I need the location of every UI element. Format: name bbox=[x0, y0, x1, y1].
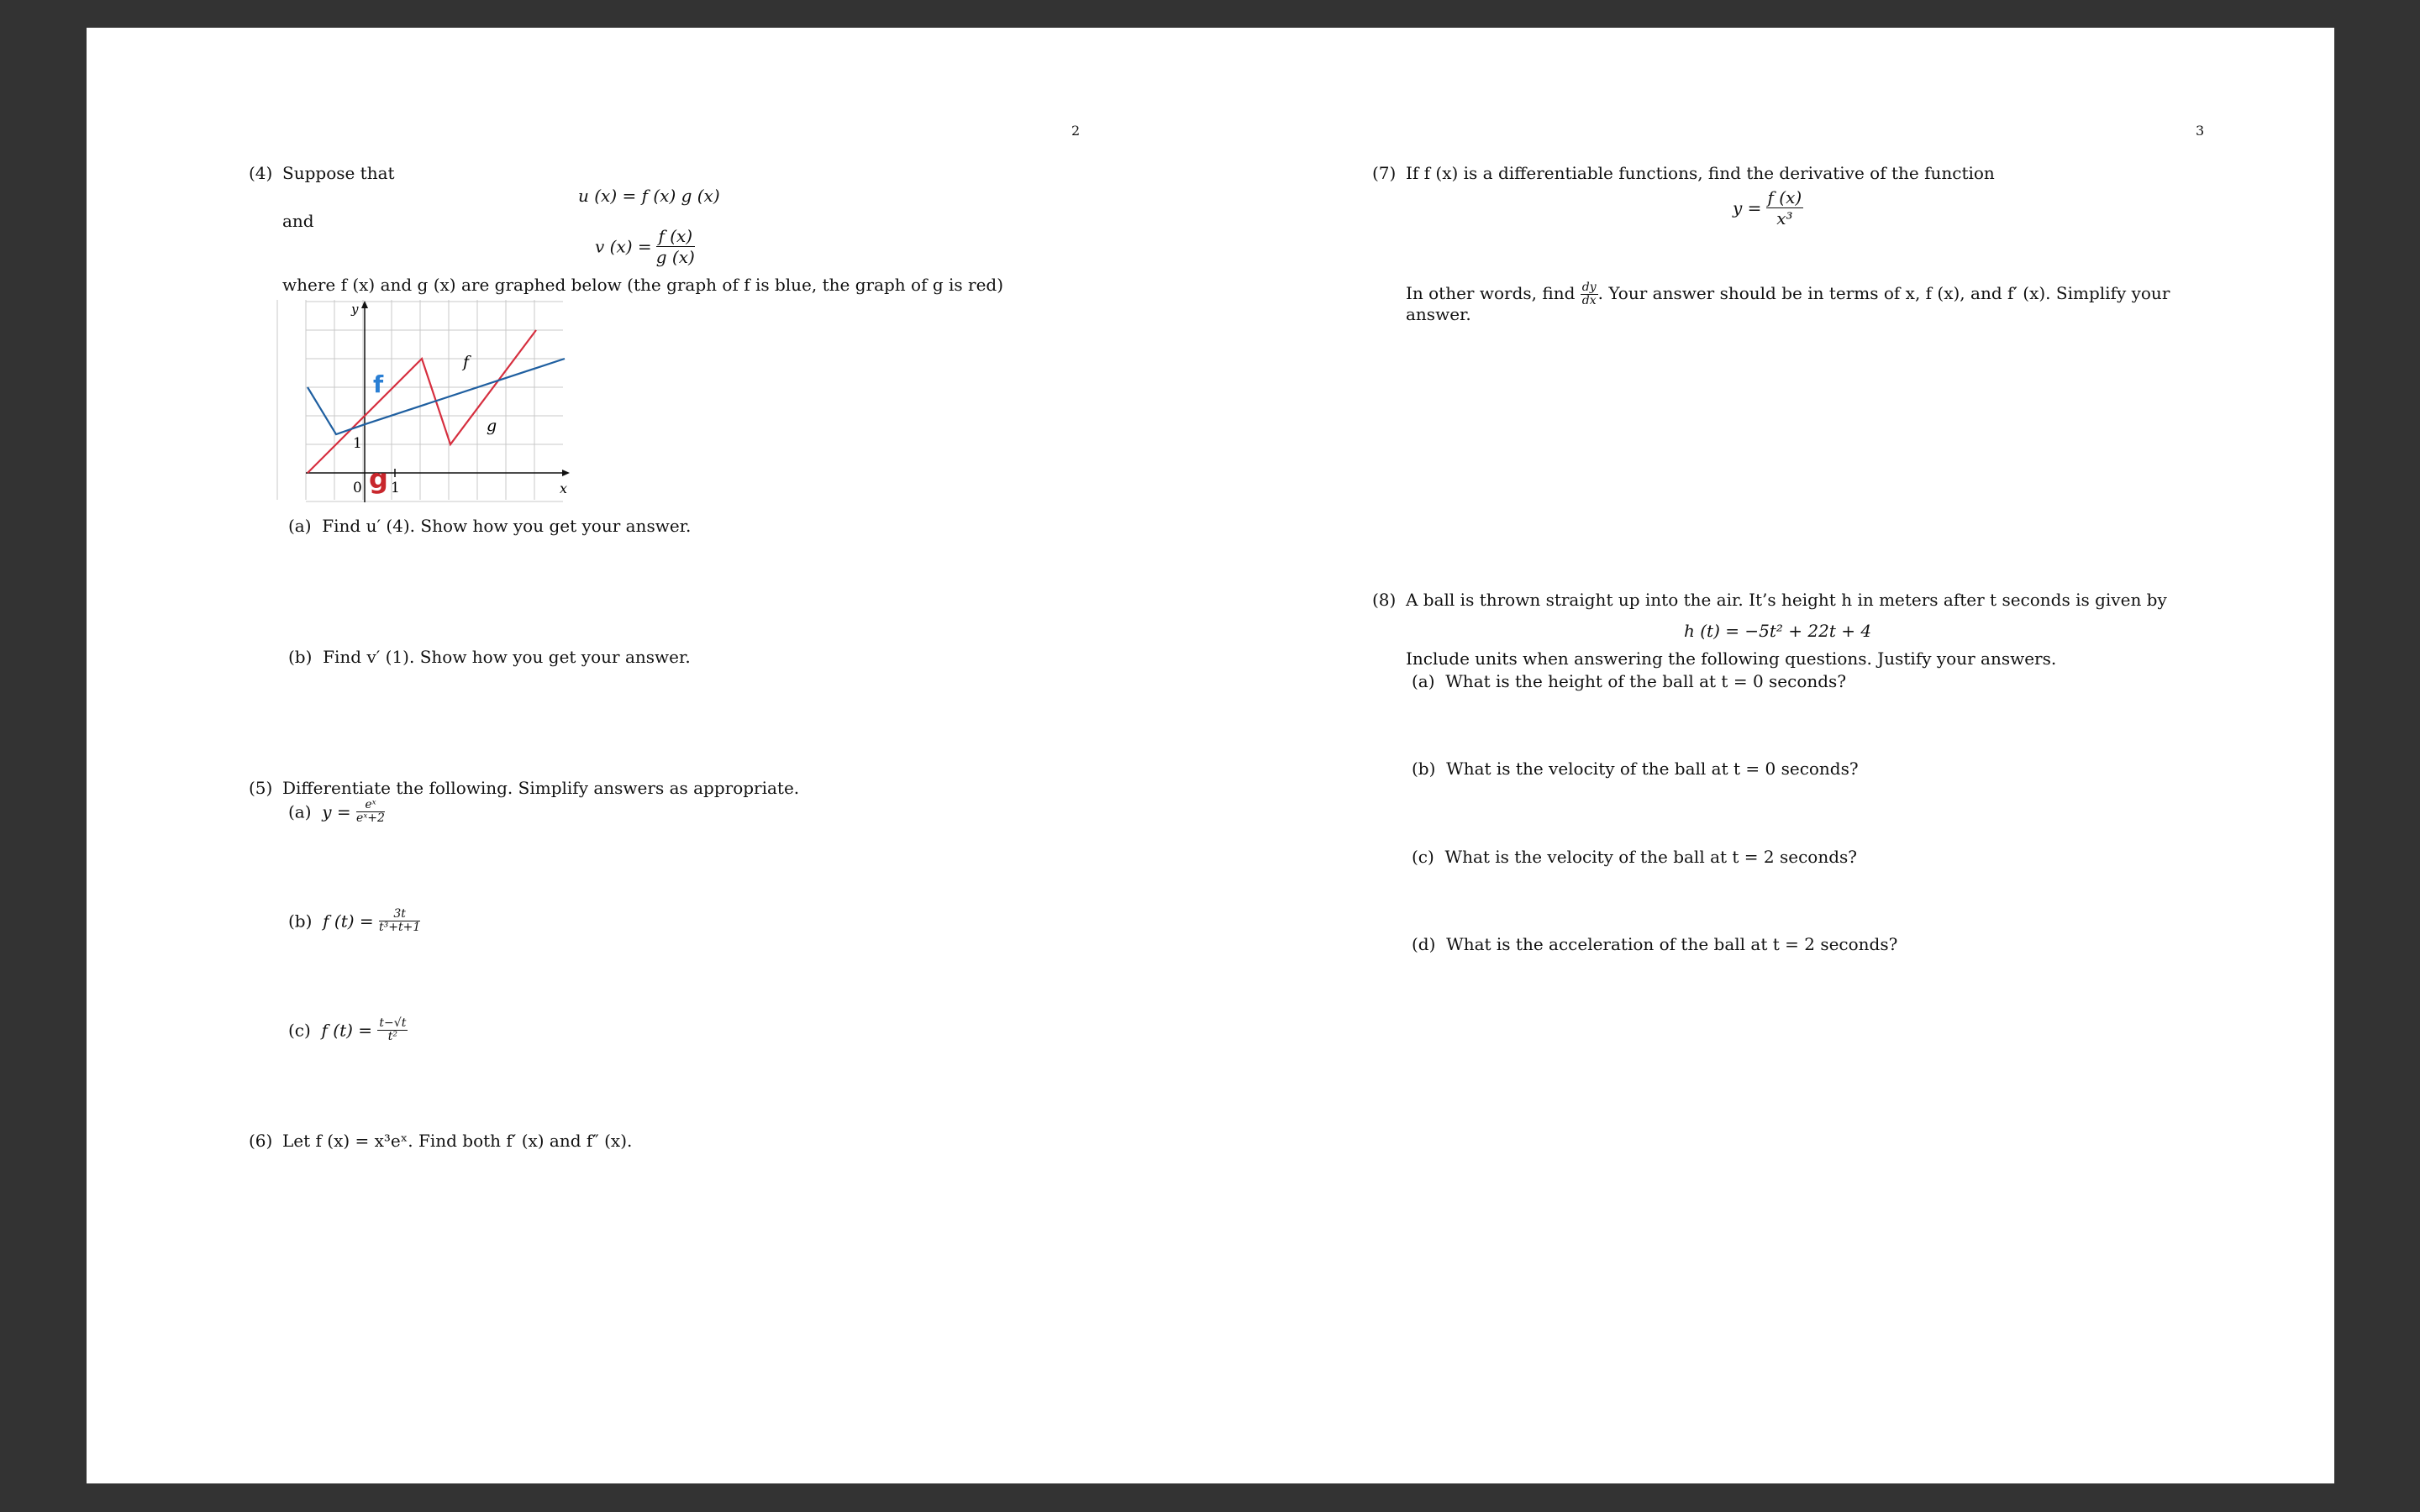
question-label: (5) bbox=[249, 778, 273, 798]
tick-label-zero: 0 bbox=[353, 480, 362, 496]
fraction-numerator: t−√t bbox=[379, 1016, 407, 1030]
part-label: (a) bbox=[288, 801, 312, 822]
fraction-denominator: eˣ+2 bbox=[356, 811, 385, 825]
graph-grid bbox=[277, 300, 563, 501]
question-intro: Suppose that bbox=[282, 163, 395, 183]
curve-f-label: f bbox=[463, 353, 470, 371]
part-text: Find v′ (1). Show how you get your answer. bbox=[323, 647, 691, 667]
text-segment: In other words, find bbox=[1406, 283, 1576, 303]
u-definition: u (x) = f (x) g (x) bbox=[578, 186, 720, 206]
curve-g-label: g bbox=[487, 417, 497, 435]
v-fraction bbox=[656, 226, 695, 267]
y-axis-label: y bbox=[351, 302, 359, 317]
part-fraction bbox=[356, 799, 385, 825]
instructions: Include units when answering the following questions. Justify your answers. bbox=[1406, 648, 2057, 669]
where-text: where f (x) and g (x) are graphed below (the graph of f is blue, the graph of g is red) bbox=[282, 275, 1004, 295]
x-axis-arrow bbox=[562, 470, 570, 476]
height-formula: h (t) = −5t² + 22t + 4 bbox=[1684, 621, 1872, 641]
document-sheet bbox=[87, 28, 2334, 1483]
handwritten-f-annotation: f bbox=[373, 370, 384, 398]
part-d bbox=[1412, 933, 1897, 955]
handwritten-g-annotation: g bbox=[369, 463, 388, 495]
part-a bbox=[288, 799, 385, 825]
v-denominator: g (x) bbox=[655, 247, 695, 267]
graph-f-g bbox=[271, 297, 574, 507]
curve-g bbox=[308, 330, 536, 473]
question-intro: A ball is thrown straight up into the air. It’s height h in meters after t seconds is given by bbox=[1406, 590, 2167, 610]
part-label: (b) bbox=[1412, 759, 1436, 779]
part-a bbox=[1412, 670, 1846, 692]
tick-label-y-one: 1 bbox=[353, 435, 362, 452]
question-label: (6) bbox=[249, 1131, 273, 1151]
part-b bbox=[288, 908, 420, 934]
v-lhs: v (x) = bbox=[595, 236, 652, 257]
page-2 bbox=[87, 28, 1210, 1483]
part-c bbox=[288, 1017, 408, 1043]
fraction-numerator: 3t bbox=[379, 908, 420, 921]
text-segment: . Your answer should be in terms of x, f (x), and f′ (x). Simplify your bbox=[1597, 283, 2170, 303]
question-label: (8) bbox=[1372, 590, 1397, 610]
x-axis-label: x bbox=[560, 480, 568, 496]
y-fraction bbox=[1766, 187, 1804, 228]
page-3 bbox=[1210, 28, 2334, 1483]
fraction-numerator: dy bbox=[1581, 281, 1597, 294]
curve-f bbox=[308, 359, 565, 434]
part-b bbox=[288, 646, 691, 668]
question-line-1 bbox=[1406, 281, 2170, 307]
part-text: What is the acceleration of the ball at t = 2 seconds? bbox=[1446, 934, 1898, 954]
part-label: (c) bbox=[288, 1020, 311, 1041]
v-numerator: f (x) bbox=[656, 226, 695, 247]
part-label: (a) bbox=[1412, 671, 1435, 691]
fraction-numerator: eˣ bbox=[356, 799, 385, 812]
part-lhs: f (t) = bbox=[323, 911, 374, 932]
part-label: (b) bbox=[288, 911, 313, 932]
question-intro: Differentiate the following. Simplify answers as appropriate. bbox=[282, 778, 800, 798]
v-definition bbox=[595, 226, 695, 267]
part-lhs: f (t) = bbox=[321, 1020, 373, 1041]
part-lhs: y = bbox=[322, 801, 351, 822]
fraction-denominator: t³+t+1 bbox=[379, 921, 421, 934]
part-text: Find u′ (4). Show how you get your answer. bbox=[322, 516, 692, 536]
y-definition bbox=[1733, 187, 1803, 228]
question-text: Let f (x) = x³eˣ. Find both f′ (x) and f″ (x). bbox=[282, 1131, 633, 1151]
part-c bbox=[1412, 846, 1857, 868]
question-intro: If f (x) is a differentiable functions, find the derivative of the function bbox=[1406, 163, 1995, 183]
part-label: (a) bbox=[288, 516, 312, 536]
part-fraction bbox=[377, 1017, 408, 1043]
part-label: (c) bbox=[1412, 847, 1434, 867]
part-text: What is the velocity of the ball at t = 0 seconds? bbox=[1446, 759, 1859, 779]
y-lhs: y = bbox=[1733, 197, 1762, 218]
fraction-denominator: dx bbox=[1581, 294, 1597, 307]
question-label: (7) bbox=[1372, 163, 1397, 183]
part-text: What is the velocity of the ball at t = 2 seconds? bbox=[1444, 847, 1857, 867]
part-fraction bbox=[379, 908, 420, 934]
part-a bbox=[288, 515, 691, 537]
and-text: and bbox=[282, 211, 314, 231]
dy-dx-fraction bbox=[1581, 281, 1598, 307]
page-number: 2 bbox=[1071, 123, 1081, 139]
part-text: What is the height of the ball at t = 0 seconds? bbox=[1445, 671, 1847, 691]
part-label: (b) bbox=[288, 647, 313, 667]
page-number: 3 bbox=[2196, 123, 2205, 139]
tick-label-x-one: 1 bbox=[391, 480, 400, 496]
y-denominator: x³ bbox=[1776, 208, 1793, 228]
y-numerator: f (x) bbox=[1767, 187, 1802, 207]
part-b bbox=[1412, 758, 1859, 780]
fraction-denominator: t² bbox=[387, 1030, 397, 1043]
part-label: (d) bbox=[1412, 934, 1436, 954]
question-label: (4) bbox=[249, 163, 273, 183]
question-line-2: answer. bbox=[1406, 304, 1471, 324]
